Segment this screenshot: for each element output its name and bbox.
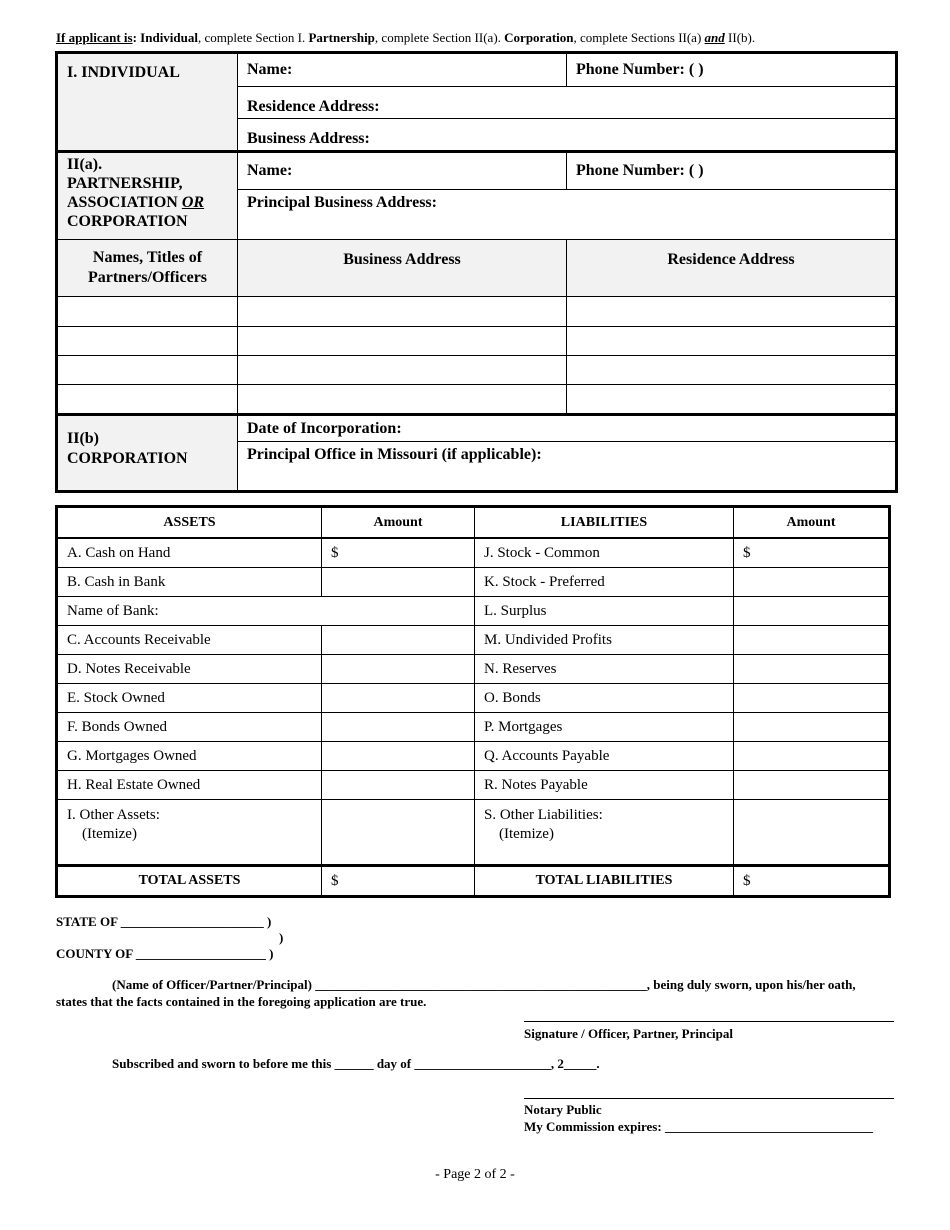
other-assets-label: I. Other Assets: (Itemize) — [57, 800, 322, 866]
oath-statement[interactable]: (Name of Officer/Partner/Principal) ___________________________________________________, being duly sworn, upon his/her oath, — [112, 977, 856, 992]
notary-label: Notary Public — [524, 1102, 602, 1117]
liability-amount[interactable] — [734, 626, 890, 655]
residence-address-header: Residence Address — [567, 240, 897, 297]
bank-name-field[interactable]: Name of Bank: — [57, 597, 475, 626]
subscribed-statement[interactable]: Subscribed and sworn to before me this ______ day of _____________________, 2_____. — [112, 1056, 600, 1071]
officer-row-cell[interactable] — [238, 297, 567, 327]
asset-label: D. Notes Receivable — [57, 655, 322, 684]
asset-label: H. Real Estate Owned — [57, 771, 322, 800]
oath-statement-continued: states that the facts contained in the foregoing application are true. — [56, 994, 427, 1009]
liability-amount[interactable] — [734, 771, 890, 800]
section-2a-title: II(a). PARTNERSHIP, ASSOCIATION OR CORPORATION — [57, 152, 238, 240]
liability-label: R. Notes Payable — [475, 771, 734, 800]
principal-business-address-field[interactable]: Principal Business Address: — [238, 190, 897, 240]
other-liabilities-label: S. Other Liabilities: (Itemize) — [475, 800, 734, 866]
asset-label: A. Cash on Hand — [57, 538, 322, 568]
officer-row-cell[interactable] — [57, 297, 238, 327]
signature-line[interactable] — [524, 1021, 894, 1022]
liability-amount[interactable] — [734, 568, 890, 597]
liability-label: O. Bonds — [475, 684, 734, 713]
date-of-incorporation-field[interactable]: Date of Incorporation: — [238, 415, 897, 442]
officers-names-header: Names, Titles of Partners/Officers — [57, 240, 238, 297]
individual-name-field[interactable]: Name: — [238, 53, 567, 87]
business-address-header: Business Address — [238, 240, 567, 297]
officer-row-cell[interactable] — [238, 356, 567, 385]
applicant-table — [55, 51, 898, 493]
page-number: - Page 2 of 2 - — [435, 1167, 515, 1182]
partnership-phone-field[interactable]: Phone Number: ( ) — [567, 152, 897, 190]
liability-label: Q. Accounts Payable — [475, 742, 734, 771]
officer-row-cell[interactable] — [567, 356, 897, 385]
other-liabilities-amount[interactable] — [734, 800, 890, 866]
section-1-title: I. INDIVIDUAL — [57, 53, 238, 152]
commission-expires-line[interactable]: My Commission expires: ________________________________ — [524, 1119, 873, 1134]
notary-signature-line[interactable] — [524, 1098, 894, 1099]
officer-row-cell[interactable] — [57, 327, 238, 356]
other-assets-amount[interactable] — [322, 800, 475, 866]
asset-amount[interactable] — [322, 742, 475, 771]
liability-amount[interactable] — [734, 684, 890, 713]
liability-amount[interactable] — [734, 597, 890, 626]
liability-label: N. Reserves — [475, 655, 734, 684]
asset-amount[interactable] — [322, 568, 475, 597]
liabilities-header: LIABILITIES — [475, 507, 734, 539]
instructions: If applicant is: Individual, complete Section I. Partnership, complete Section II(a). Corporation, complete Sections II(a) and II(b). — [56, 30, 756, 45]
officer-row-cell[interactable] — [238, 385, 567, 415]
individual-phone-field[interactable]: Phone Number: ( ) — [567, 53, 897, 87]
individual-business-field[interactable]: Business Address: — [238, 119, 897, 152]
asset-label: B. Cash in Bank — [57, 568, 322, 597]
asset-amount[interactable] — [322, 655, 475, 684]
liability-amount[interactable] — [734, 742, 890, 771]
liability-label: P. Mortgages — [475, 713, 734, 742]
asset-label: C. Accounts Receivable — [57, 626, 322, 655]
asset-amount[interactable] — [322, 713, 475, 742]
assets-amount-header: Amount — [322, 507, 475, 539]
total-liabilities-label: TOTAL LIABILITIES — [475, 866, 734, 897]
liability-label: L. Surplus — [475, 597, 734, 626]
liability-amount[interactable] — [734, 655, 890, 684]
total-assets-amount[interactable]: $ — [322, 866, 475, 897]
assets-header: ASSETS — [57, 507, 322, 539]
asset-label: F. Bonds Owned — [57, 713, 322, 742]
officer-row-cell[interactable] — [567, 297, 897, 327]
liability-label: M. Undivided Profits — [475, 626, 734, 655]
asset-label: E. Stock Owned — [57, 684, 322, 713]
state-line[interactable]: STATE OF ______________________ ) — [56, 914, 272, 929]
asset-amount[interactable]: $ — [322, 538, 475, 568]
liability-label: J. Stock - Common — [475, 538, 734, 568]
officer-row-cell[interactable] — [57, 356, 238, 385]
total-liabilities-amount[interactable]: $ — [734, 866, 890, 897]
officer-row-cell[interactable] — [567, 385, 897, 415]
section-2b-title: II(b) CORPORATION — [57, 415, 238, 492]
asset-amount[interactable] — [322, 771, 475, 800]
officer-row-cell[interactable] — [567, 327, 897, 356]
total-assets-label: TOTAL ASSETS — [57, 866, 322, 897]
asset-amount[interactable] — [322, 626, 475, 655]
partnership-name-field[interactable]: Name: — [238, 152, 567, 190]
county-line[interactable]: COUNTY OF ____________________ ) — [56, 946, 274, 961]
venue-paren: ) — [279, 930, 284, 945]
liability-amount[interactable]: $ — [734, 538, 890, 568]
liabilities-amount-header: Amount — [734, 507, 890, 539]
individual-residence-field[interactable]: Residence Address: — [238, 87, 897, 119]
liability-label: K. Stock - Preferred — [475, 568, 734, 597]
liability-amount[interactable] — [734, 713, 890, 742]
principal-office-missouri-field[interactable]: Principal Office in Missouri (if applicable): — [238, 442, 897, 492]
asset-amount[interactable] — [322, 684, 475, 713]
asset-label: G. Mortgages Owned — [57, 742, 322, 771]
officer-row-cell[interactable] — [57, 385, 238, 415]
balance-sheet-table — [55, 505, 891, 898]
signature-label: Signature / Officer, Partner, Principal — [524, 1026, 733, 1041]
officer-row-cell[interactable] — [238, 327, 567, 356]
